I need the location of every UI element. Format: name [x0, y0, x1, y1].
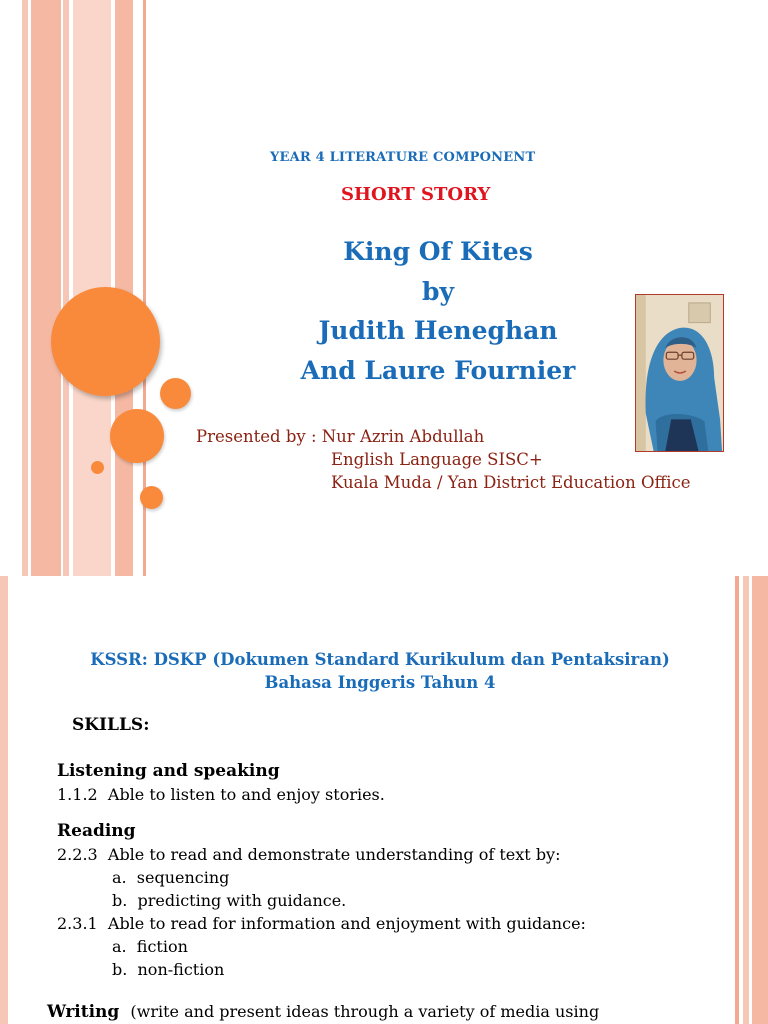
- decor-stripe: [0, 576, 8, 1024]
- genre-label: SHORT STORY: [341, 184, 491, 205]
- presenter-name: Presented by : Nur Azrin Abdullah: [196, 427, 485, 446]
- presenter-role: English Language SISC+: [331, 450, 543, 469]
- decor-stripe: [752, 576, 768, 1024]
- writing-heading: Writing: [47, 1002, 120, 1022]
- listening-item: 1.1.2 Able to listen to and enjoy stories.: [57, 785, 385, 804]
- illustrator-name: And Laure Fournier: [300, 355, 576, 385]
- decor-stripe: [735, 576, 739, 1024]
- reading-item-1: 2.2.3 Able to read and demonstrate understanding of text by:: [57, 845, 561, 864]
- reading-item-1a: a. sequencing: [112, 868, 230, 887]
- presenter-portrait-image: [636, 295, 723, 451]
- reading-heading: Reading: [57, 821, 136, 841]
- presenter-office: Kuala Muda / Yan District Education Office: [331, 473, 691, 492]
- curriculum-heading-line2: Bahasa Inggeris Tahun 4: [264, 673, 496, 692]
- decor-stripe: [22, 0, 28, 576]
- presenter-photo: [635, 294, 724, 452]
- reading-item-2: 2.3.1 Able to read for information and enjoyment with guidance:: [57, 914, 586, 933]
- writing-text: (write and present ideas through a variety of media using: [130, 1002, 600, 1021]
- component-subtitle: YEAR 4 LITERATURE COMPONENT: [270, 150, 536, 165]
- reading-item-2b: b. non-fiction: [112, 960, 225, 979]
- decor-circle: [140, 486, 163, 509]
- decor-stripe: [63, 0, 69, 576]
- reading-item-1b: b. predicting with guidance.: [112, 891, 347, 910]
- decor-stripe: [31, 0, 61, 576]
- story-title: King Of Kites: [343, 237, 533, 266]
- curriculum-heading-line1: KSSR: DSKP (Dokumen Standard Kurikulum dan Pentaksiran): [90, 650, 670, 669]
- reading-item-2a: a. fiction: [112, 937, 188, 956]
- listening-heading: Listening and speaking: [57, 761, 280, 781]
- curriculum-heading: [40, 648, 720, 694]
- decor-stripe: [743, 576, 749, 1024]
- writing-line: [47, 1002, 599, 1022]
- skills-label: SKILLS:: [72, 715, 150, 735]
- decor-circle: [110, 409, 164, 463]
- title-by: by: [421, 276, 454, 306]
- decor-circle: [91, 461, 104, 474]
- decor-circle: [51, 287, 160, 396]
- story-title-block: [258, 232, 618, 390]
- decor-circle: [160, 378, 191, 409]
- skills-slide: [0, 576, 768, 1024]
- author-name: Judith Heneghan: [318, 316, 558, 345]
